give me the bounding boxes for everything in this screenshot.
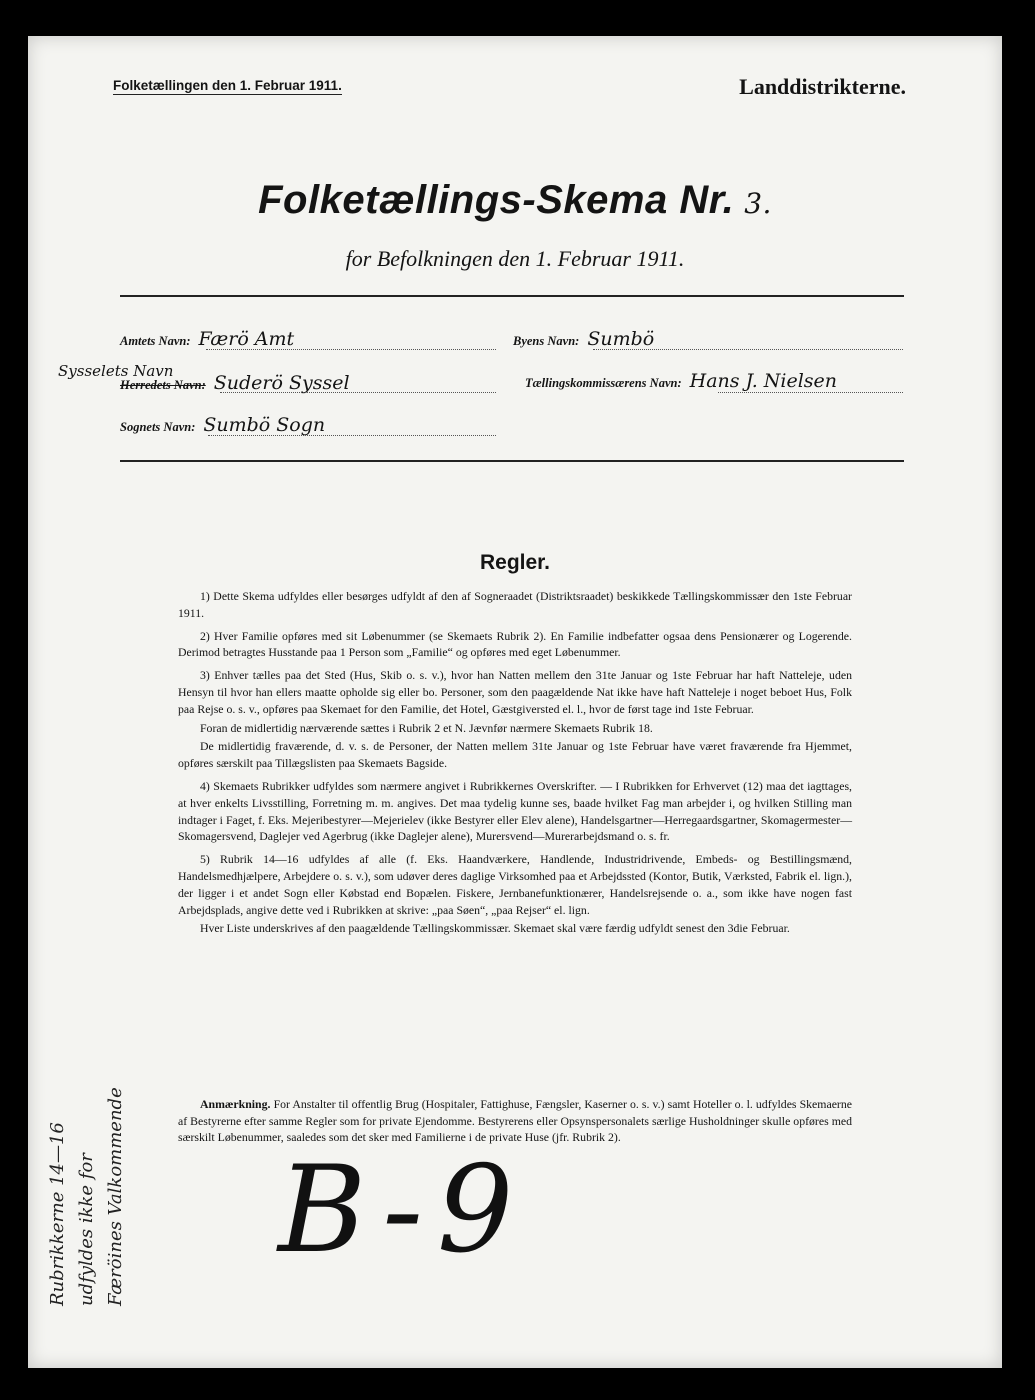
field-kommissaer bbox=[525, 370, 837, 392]
rule-2: 2) Hver Familie opføres med sit Løbenummer (se Skemaets Rubrik 2). En Familie indbefatter ogsaa dens Pensionærer og Logerende. Derimod betragtes Husstande paa 1 Person som „Familie“ og opføres med eget Løbenummer. bbox=[178, 628, 852, 660]
field-byens bbox=[513, 328, 654, 350]
form-title bbox=[28, 178, 1002, 223]
rule-signature: Hver Liste underskrives af den paagældende Tællingskommissær. Skemaet skal være færdig udfyldt senest den 3die Februar. bbox=[200, 921, 790, 936]
kommissaer-label: Tællingskommissærens Navn: bbox=[525, 376, 682, 390]
byens-label: Byens Navn: bbox=[513, 334, 580, 348]
handwritten-margin-note bbox=[43, 886, 133, 1306]
sogn-line bbox=[208, 435, 496, 436]
margin-note-line-1: Rubrikkerne 14—16 bbox=[47, 1122, 68, 1306]
rule-3-midlertidig-fravaerende: De midlertidig fraværende, d. v. s. de Personer, der Natten mellem 31te Januar og 1ste Februar have været fraværende fra Hjemmet, opføres særskilt paa Tillægslisten paa Skemaets Bagside. bbox=[178, 739, 852, 771]
census-form-page bbox=[28, 36, 1002, 1368]
amt-value: Færö Amt bbox=[198, 328, 295, 350]
field-herreds-row bbox=[120, 372, 350, 394]
field-amt bbox=[120, 328, 294, 350]
sogn-value: Sumbö Sogn bbox=[203, 414, 326, 436]
handwritten-archive-code: B-9 bbox=[278, 1141, 528, 1280]
note-text: For Anstalter til offentlig Brug (Hospitaler, Fattighuse, Fængsler, Kaserner o. s. v.) samt Hoteller o. l. udfyldes Skemaerne af Bestyrerne efter samme Regler som for private Ejendomme. Bestyrerens eller Opsynspersonalets særlige Husholdninger skulle opføres med særskilt Løbenummer, saaledes som det sker med Familierne i de private Huse (jfr. Rubrik 2). bbox=[178, 1097, 852, 1145]
rule-4: 4) Skemaets Rubrikker udfyldes som nærmere angivet i Rubrikkernes Overskrifter. — I Rubrikken for Erhvervet (12) maa det iagttages, at hver enkelts Livsstilling, Forretning m. m. angives. Det maa tydelig kunne ses, baade hvilket Fag man arbejder i, og hvilken Stilling man indtager i Faget, f. Eks. Mejeribestyrer—Mejerielev (ikke Bestyrer eller Elev alene), Handelsgartner—Herregaardsgartner, Skomagermester—Skomagersvend, Daglejer ved Agerbrug (ikke Daglejer alene), Murersvend—Murerarbejdsmand o. s. fr. bbox=[178, 778, 852, 844]
form-subtitle: for Befolkningen den 1. Februar 1911. bbox=[345, 246, 685, 271]
form-number: 3. bbox=[744, 187, 772, 220]
kommissaer-line bbox=[718, 392, 903, 393]
rules-heading: Regler. bbox=[479, 551, 551, 574]
amt-line bbox=[206, 349, 496, 350]
herreds-value: Suderö Syssel bbox=[213, 372, 350, 394]
margin-note-line-2: udfyldes ikke for bbox=[76, 1153, 97, 1306]
header-district-type: Landdistrikterne. bbox=[739, 74, 906, 99]
rule-1: 1) Dette Skema udfyldes eller besørges udfyldt af den af Sogneraadet (Distriktsraadet) beskikkede Tællingskommissær den 1ste Februar 1911. bbox=[178, 589, 852, 620]
amt-label: Amtets Navn: bbox=[120, 334, 191, 348]
byens-line bbox=[593, 349, 903, 350]
top-rule bbox=[120, 295, 904, 297]
rules-list bbox=[178, 588, 852, 943]
annotation-note bbox=[178, 1096, 852, 1146]
rule-5: 5) Rubrik 14—16 udfyldes af alle (f. Eks. Haandværkere, Handlende, Industridrivende, Embeds- og Bestillingsmænd, Handelsmedhjælpere, Arbejdere o. s. v.), som udøver deres daglige Virksomhed paa et Arbejdssted (Kontor, Butik, Værksted, Fabrik el. lign.), der ligger i et andet Sogn eller Købstad end Bopælen. Fiskere, Jernbanefunktionærer, Handelsrejsende o. a., som ikke have nogen fast Arbejdsplads, angive dette ved i Rubrikken at skrive: „paa Søen“, „paa Rejser“ el. lign. bbox=[178, 852, 852, 917]
margin-note-line-3: Færöines Valkommende bbox=[105, 1087, 126, 1306]
herreds-label: Herredets Navn: bbox=[120, 378, 206, 392]
kommissaer-value: Hans J. Nielsen bbox=[689, 370, 838, 392]
byens-value: Sumbö bbox=[587, 328, 655, 350]
field-sogn bbox=[120, 414, 325, 436]
rule-3-midlertidig-naervaerende: Foran de midlertidig nærværende sættes i Rubrik 2 et N. Jævnfør nærmere Skemaets Rubrik 18. bbox=[200, 720, 653, 735]
sysselets-label-handwritten: Sysselets Navn bbox=[58, 362, 174, 380]
rule-3: 3) Enhver tælles paa det Sted (Hus, Skib o. s. v.), hvor han Natten mellem den 31te Januar og 1ste Februar har haft Natteleje, uden Hensyn til hvor han ellers maatte opholde sig eller bo. Personer, som den paagældende Nat ikke have haft Natteleje i noget beboet Hus, Folk paa Rejse o. s. v., opføres paa Skemaet for den Familie, det Hotel, Gæstgiversted el. l., hvor de først tage ind 1ste Februar. bbox=[178, 668, 852, 716]
sogn-label: Sognets Navn: bbox=[120, 420, 196, 434]
herreds-line bbox=[220, 392, 496, 393]
note-label: Anmærkning. bbox=[200, 1097, 271, 1111]
form-title-text: Folketællings-Skema Nr. bbox=[258, 178, 735, 222]
bottom-rule bbox=[120, 460, 904, 462]
header-census-date: Folketællingen den 1. Februar 1911. bbox=[113, 78, 342, 93]
